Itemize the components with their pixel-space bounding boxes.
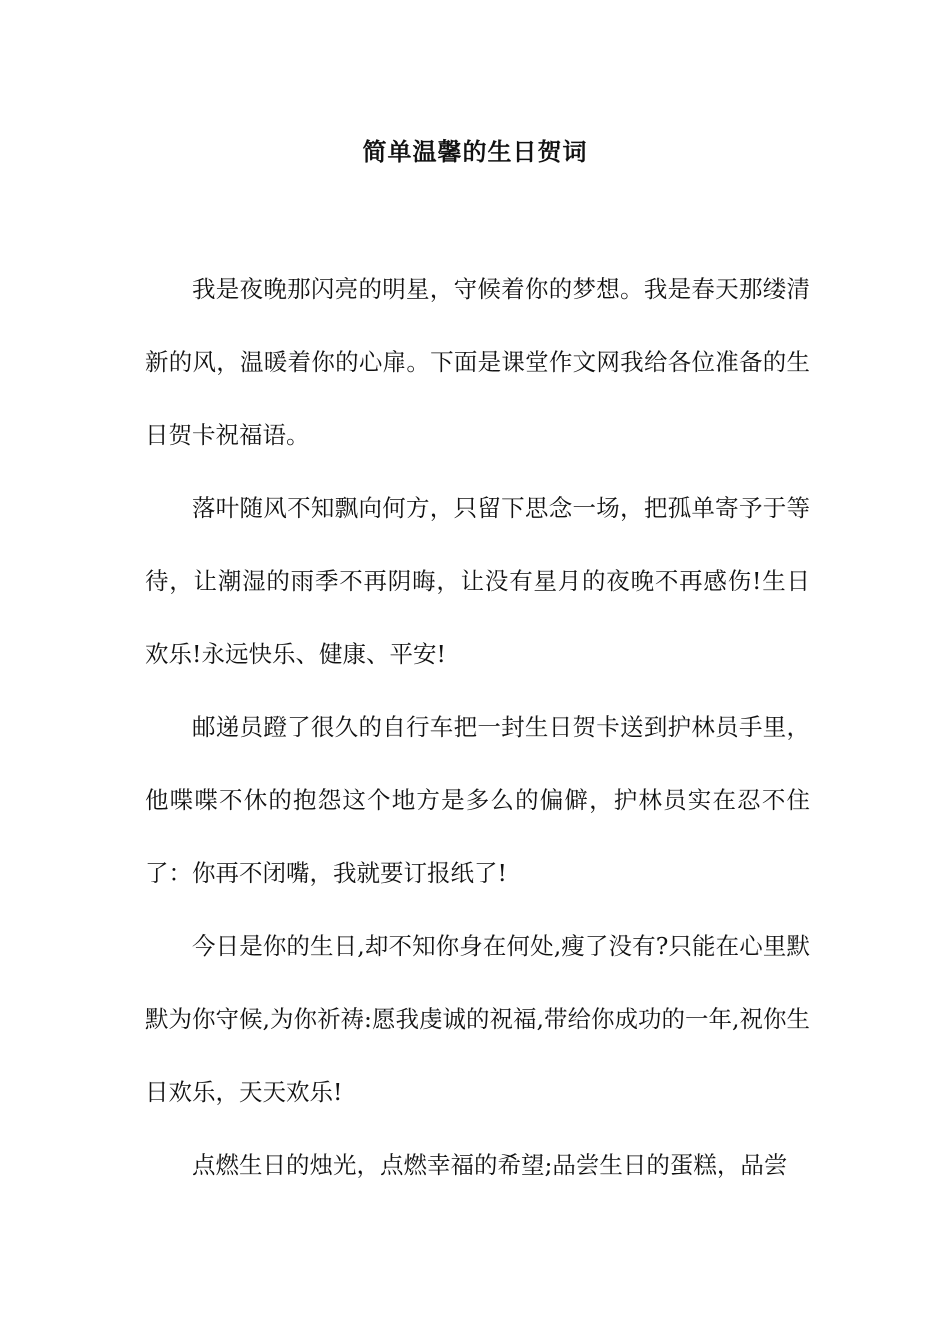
paragraph: 邮递员蹬了很久的自行车把一封生日贺卡送到护林员手里，他喋喋不休的抱怨这个地方是多么的偏僻，护林员实在忍不住了：你再不闭嘴，我就要订报纸了! <box>145 713 810 887</box>
paragraph: 点燃生日的烛光，点燃幸福的希望;品尝生日的蛋糕，品尝 <box>192 1151 788 1179</box>
document-body <box>145 253 810 1202</box>
paragraph: 我是夜晚那闪亮的明星，守候着你的梦想。我是春天那缕清新的风，温暖着你的心扉。下面是课堂作文网我给各位准备的生日贺卡祝福语。 <box>145 275 810 449</box>
paragraph: 今日是你的生日,却不知你身在何处,瘦了没有?只能在心里默默为你守候,为你祈祷:愿我虔诚的祝福,带给你成功的一年,祝你生日欢乐，天天欢乐! <box>145 932 810 1106</box>
document-title: 简单温馨的生日贺词 <box>362 137 588 166</box>
paragraph: 落叶随风不知飘向何方，只留下思念一场，把孤单寄予于等待，让潮湿的雨季不再阴晦，让没有星月的夜晚不再感伤!生日欢乐!永远快乐、健康、平安! <box>145 494 810 668</box>
